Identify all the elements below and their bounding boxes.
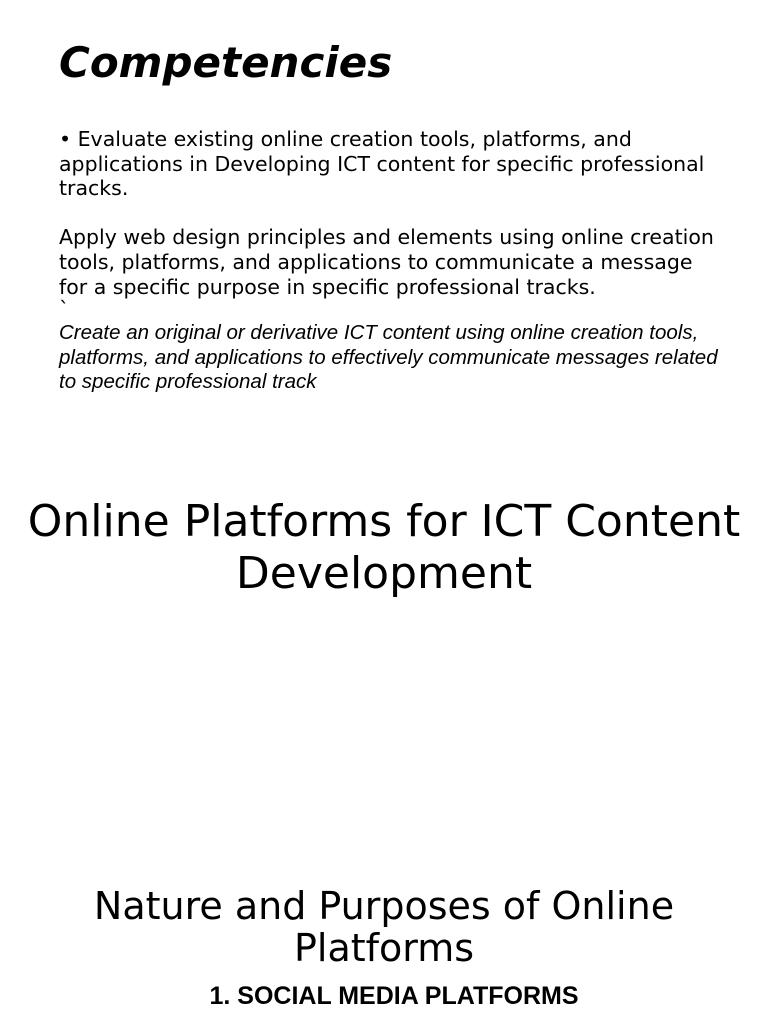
stray-mark: ` [59, 297, 70, 322]
slide-body [59, 127, 719, 395]
slide-2 [0, 440, 768, 820]
slide-3 [0, 862, 768, 1024]
spacer [59, 201, 719, 226]
slide-title: Online Platforms for ICT Content Development [27, 496, 741, 599]
competency-italic-paragraph: Create an original or derivative ICT content using online creation tools, platforms, and applications to effectively communicate messages related to specific professional track [59, 321, 718, 394]
slide-title: Nature and Purposes of Online Platforms [93, 884, 675, 970]
slide-1 [0, 0, 768, 434]
slide-title: Competencies [59, 38, 393, 87]
slide-subheading: 1. SOCIAL MEDIA PLATFORMS [209, 982, 579, 1010]
competency-bullet: • Evaluate existing online creation tools, platforms, and applications in Developing ICT content for specific professional tracks. [59, 127, 705, 201]
competency-paragraph: Apply web design principles and elements using online creation tools, platforms, and applications to communicate a message for a specific purpose in specific professional tracks. [59, 225, 714, 299]
